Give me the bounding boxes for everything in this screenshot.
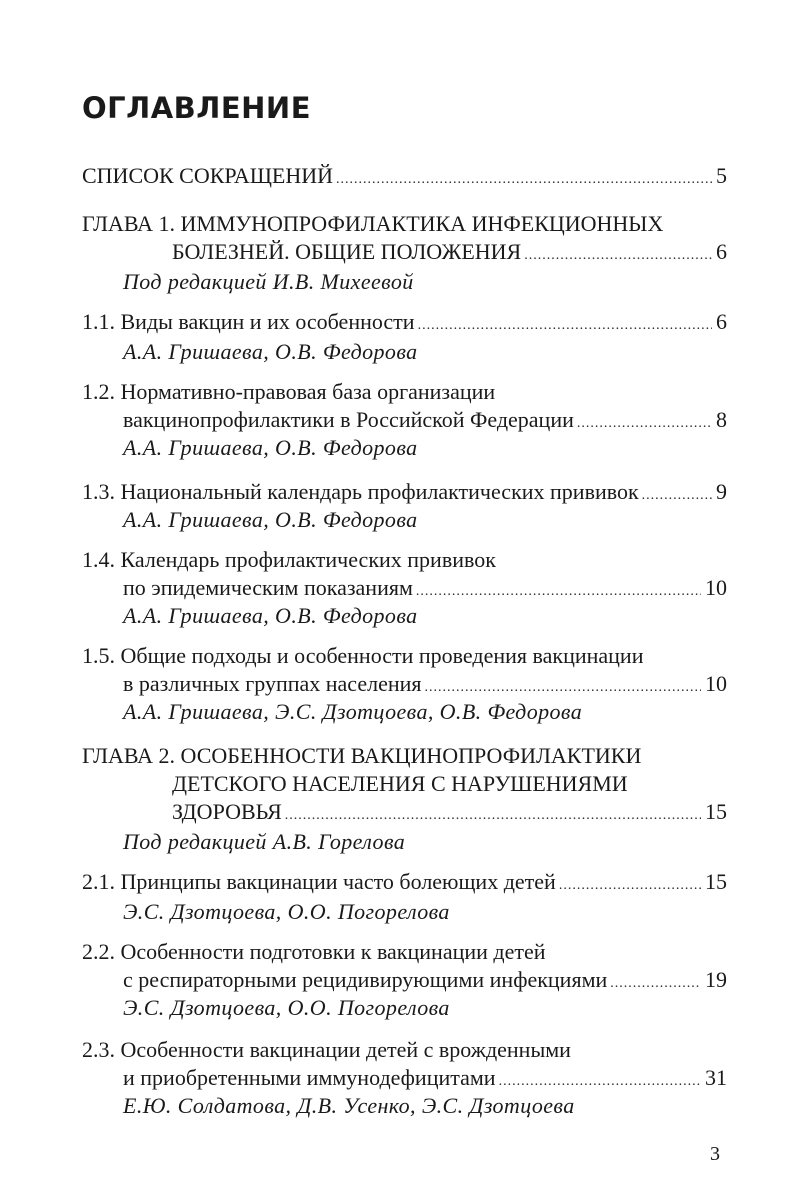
toc-section-2-1[interactable] [82,866,727,898]
toc-entry-title: ГЛАВА 1. ИММУНОПРОФИЛАКТИКА ИНФЕКЦИОННЫХ [82,211,664,236]
toc-entry-page: 15 [705,869,727,894]
toc-entry-author: А.А. Гришаева, О.В. Федорова [123,339,418,364]
toc-entry-page: 6 [716,309,727,334]
toc-entry-author: А.А. Гришаева, О.В. Федорова [123,507,418,532]
toc-entry-page: 10 [705,575,727,600]
toc-chapter-2-editor [82,826,727,858]
toc-entry-title: 1.1. Виды вакцин и их особенности [82,309,415,334]
toc-entry-title: СПИСОК СОКРАЩЕНИЙ [82,163,334,188]
toc-entry-page: 6 [716,239,727,264]
toc-entry-author: Е.Ю. Солдатова, Д.В. Усенко, Э.С. Дзотцоева [123,1093,575,1118]
toc-entry-title: ДЕТСКОГО НАСЕЛЕНИЯ С НАРУШЕНИЯМИ [172,771,628,796]
toc-entry-page: 19 [705,967,727,992]
toc-section-1-1-author [82,336,727,368]
toc-entry-title: 2.3. Особенности вакцинации детей с врожденными [82,1037,571,1062]
toc-entry-page: 10 [705,671,727,696]
toc-section-1-1[interactable] [82,306,727,338]
toc-entry-title: 2.2. Особенности подготовки к вакцинации детей [82,939,546,964]
toc-entry-author: Э.С. Дзотцоева, О.О. Погорелова [123,995,450,1020]
toc-entry-title: БОЛЕЗНЕЙ. ОБЩИЕ ПОЛОЖЕНИЯ [172,239,522,264]
toc-entry-title: 1.5. Общие подходы и особенности проведения вакцинации [82,643,644,668]
toc-entry-title: 1.4. Календарь профилактических прививок [82,547,496,572]
toc-entry-author: Под редакцией И.В. Михеевой [123,269,414,294]
toc-entry-page: 5 [716,163,727,188]
toc-entry-title: в различных группах населения [123,671,422,696]
toc-entry-title: и приобретенными иммунодефицитами [123,1065,496,1090]
toc-entry-page: 8 [716,407,727,432]
toc-section-2-3-author [82,1090,727,1122]
dot-leader [336,164,712,196]
toc-page [82,0,727,1200]
toc-entry-title: с респираторными рецидивирующими инфекциями [123,967,608,992]
toc-entry-page: 31 [705,1065,727,1090]
toc-chapter-1-editor [82,266,727,298]
page-title: ОГЛАВЛЕНИЕ [82,91,312,125]
toc-entry-author: А.А. Гришаева, О.В. Федорова [123,435,418,460]
toc-entry-title: вакцинопрофилактики в Российской Федерации [123,407,574,432]
toc-entry-page: 15 [705,799,727,824]
toc-section-2-2-author [82,992,727,1024]
toc-entry-page: 9 [716,479,727,504]
toc-section-1-3-author [82,504,727,536]
toc-entry-author: А.А. Гришаева, Э.С. Дзотцоева, О.В. Федорова [123,699,583,724]
toc-entry-title: 1.2. Нормативно-правовая база организации [82,379,496,404]
toc-section-2-1-author [82,896,727,928]
toc-section-1-5-author [82,696,727,728]
toc-entry-title: 1.3. Национальный календарь профилактических прививок [82,479,639,504]
toc-entry-title: по эпидемическим показаниям [123,575,413,600]
toc-chapter-1-line-2[interactable] [82,236,727,268]
toc-chapter-2-line-3[interactable] [82,796,727,828]
toc-entry-title: 2.1. Принципы вакцинации часто болеющих детей [82,869,556,894]
toc-entry-title: ЗДОРОВЬЯ [172,799,282,824]
toc-section-1-2-author [82,432,727,464]
toc-entry-author: Э.С. Дзотцоева, О.О. Погорелова [123,899,450,924]
toc-entry-author: Под редакцией А.В. Горелова [123,829,406,854]
toc-entry-abbreviations[interactable] [82,160,727,192]
page-number: 3 [710,1143,720,1165]
toc-entry-title: ГЛАВА 2. ОСОБЕННОСТИ ВАКЦИНОПРОФИЛАКТИКИ [82,743,642,768]
toc-entry-author: А.А. Гришаева, О.В. Федорова [123,603,418,628]
toc-section-1-4-author [82,600,727,632]
